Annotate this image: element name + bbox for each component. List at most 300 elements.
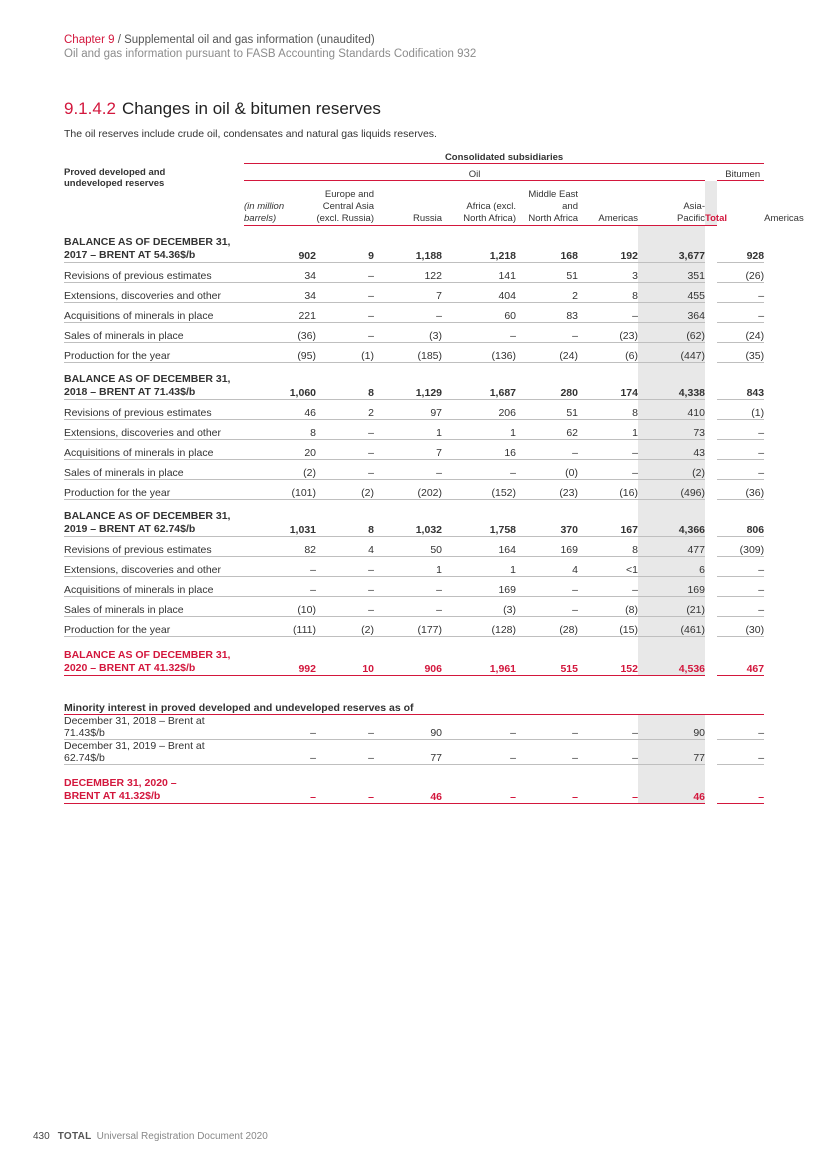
table-cell: 410: [638, 400, 705, 420]
minority-header-row: [64, 694, 764, 715]
table-cell: –: [442, 715, 516, 740]
table-row: [64, 557, 764, 577]
table-cell: 1,687: [442, 363, 516, 400]
table-cell: 34: [244, 263, 316, 283]
column-header-line: Europe and: [324, 189, 374, 200]
table-cell: 4,366: [638, 500, 705, 537]
oil-header: Oil: [244, 164, 705, 181]
page-number: 430: [33, 1131, 50, 1142]
total-balance-row: [64, 765, 764, 804]
table-cell: (8): [578, 597, 638, 617]
column-header-line: Russia: [412, 213, 442, 224]
group-header-row: [64, 149, 764, 164]
column-gap: [705, 226, 717, 263]
column-gap: [705, 765, 717, 804]
table-cell: –: [244, 557, 316, 577]
table-cell: –: [578, 460, 638, 480]
table-cell: –: [717, 740, 764, 765]
table-cell: 167: [578, 500, 638, 537]
column-header-line: (excl. Russia): [316, 213, 374, 224]
column-gap: [705, 480, 717, 500]
column-header-line: Pacific: [677, 213, 705, 224]
table-cell: 4: [316, 537, 374, 557]
table-cell: –: [374, 597, 442, 617]
table-cell: –: [578, 303, 638, 323]
row-label: Sales of minerals in place: [64, 323, 244, 343]
table-cell: 1,758: [442, 500, 516, 537]
table-cell: –: [244, 715, 316, 740]
row-label-line: 2018 – BRENT AT 71.43$/b: [64, 386, 196, 398]
table-cell: (26): [717, 263, 764, 283]
table-cell: (152): [442, 480, 516, 500]
table-cell: (23): [516, 480, 578, 500]
table-cell: –: [316, 420, 374, 440]
table-row: [64, 440, 764, 460]
column-header-line: Asia-: [683, 201, 705, 212]
row-label: December 31, 2019 – Brent at 62.74$/b: [64, 740, 244, 765]
table-row: [64, 715, 764, 740]
table-cell: 83: [516, 303, 578, 323]
column-header-line: Central Asia: [322, 201, 374, 212]
table-row: [64, 597, 764, 617]
row-label: Acquisitions of minerals in place: [64, 440, 244, 460]
row-label: December 31, 2018 – Brent at 71.43$/b: [64, 715, 244, 740]
table-cell: –: [516, 765, 578, 804]
row-label-line: BALANCE AS OF DECEMBER 31,: [64, 236, 231, 248]
table-row: [64, 303, 764, 323]
table-row: [64, 537, 764, 557]
row-label: Acquisitions of minerals in place: [64, 303, 244, 323]
table-cell: 46: [374, 765, 442, 804]
row-label: Sales of minerals in place: [64, 460, 244, 480]
table-cell: 9: [316, 226, 374, 263]
column-header: [316, 181, 374, 226]
table-cell: (24): [516, 343, 578, 363]
table-cell: –: [717, 303, 764, 323]
table-cell: 4,536: [638, 637, 705, 676]
table-cell: –: [516, 715, 578, 740]
table-cell: 77: [638, 740, 705, 765]
column-header-line: North Africa: [528, 213, 578, 224]
bitumen-header: Bitumen: [717, 164, 764, 181]
table-cell: –: [516, 577, 578, 597]
column-gap: [705, 283, 717, 303]
table-cell: 1,031: [244, 500, 316, 537]
table-cell: –: [717, 597, 764, 617]
table-cell: 206: [442, 400, 516, 420]
table-cell: (28): [516, 617, 578, 637]
row-label-line: BALANCE AS OF DECEMBER 31,: [64, 373, 231, 385]
column-gap: [705, 343, 717, 363]
table-cell: 370: [516, 500, 578, 537]
table-cell: 1: [374, 557, 442, 577]
table-cell: 7: [374, 283, 442, 303]
table-cell: 6: [638, 557, 705, 577]
table-cell: 62: [516, 420, 578, 440]
table-cell: <1: [578, 557, 638, 577]
table-cell: –: [316, 577, 374, 597]
table-cell: 364: [638, 303, 705, 323]
column-gap: [705, 263, 717, 283]
table-cell: (101): [244, 480, 316, 500]
column-header: [638, 181, 705, 226]
column-header-line: North Africa): [463, 213, 516, 224]
table-cell: 1: [442, 557, 516, 577]
table-cell: 82: [244, 537, 316, 557]
row-label-line: 2020 – BRENT AT 41.32$/b: [64, 662, 196, 674]
table-cell: (202): [374, 480, 442, 500]
row-label-line: BALANCE AS OF DECEMBER 31,: [64, 649, 231, 661]
table-cell: 1,032: [374, 500, 442, 537]
table-cell: 50: [374, 537, 442, 557]
table-cell: –: [316, 283, 374, 303]
table-cell: 8: [316, 500, 374, 537]
table-cell: –: [717, 765, 764, 804]
table-cell: –: [717, 460, 764, 480]
table-cell: 60: [442, 303, 516, 323]
table-row: [64, 400, 764, 420]
table-cell: –: [578, 440, 638, 460]
table-cell: –: [316, 597, 374, 617]
column-header: [442, 181, 516, 226]
balance-row: [64, 363, 764, 400]
table-cell: (447): [638, 343, 705, 363]
table-cell: –: [316, 440, 374, 460]
table-row: [64, 323, 764, 343]
table-cell: 8: [578, 537, 638, 557]
column-header-row: (in million barrels) Europe and Central Asia (excl. Russia) Russia Africa (excl. North Africa) Middle East and North Africa Americas Asia- Pacific Total Americas: [64, 181, 764, 226]
total-balance-row: [64, 637, 764, 676]
table-cell: –: [442, 323, 516, 343]
chapter-line: [64, 33, 476, 47]
table-cell: 4,338: [638, 363, 705, 400]
table-cell: 8: [244, 420, 316, 440]
row-label-line: BRENT AT 41.32$/b: [64, 790, 161, 802]
minority-interest-header: Minority interest in proved developed and undeveloped reserves as of: [64, 694, 764, 715]
table-cell: (461): [638, 617, 705, 637]
reserves-table: [64, 149, 804, 804]
table-cell: –: [717, 715, 764, 740]
table-cell: –: [316, 557, 374, 577]
row-label: [64, 637, 244, 676]
table-cell: –: [442, 765, 516, 804]
table-cell: (36): [244, 323, 316, 343]
column-gap: [705, 715, 717, 740]
table-cell: –: [316, 323, 374, 343]
table-cell: 90: [638, 715, 705, 740]
table-cell: (23): [578, 323, 638, 343]
table-cell: 16: [442, 440, 516, 460]
table-cell: (496): [638, 480, 705, 500]
column-gap: [705, 460, 717, 480]
table-cell: 3: [578, 263, 638, 283]
table-cell: (111): [244, 617, 316, 637]
column-gap: [705, 740, 717, 765]
table-cell: (3): [374, 323, 442, 343]
table-cell: 46: [638, 765, 705, 804]
table-cell: 1,060: [244, 363, 316, 400]
table-cell: 843: [717, 363, 764, 400]
table-cell: (24): [717, 323, 764, 343]
chapter-number: Chapter 9: [64, 34, 115, 46]
table-cell: (35): [717, 343, 764, 363]
table-cell: (128): [442, 617, 516, 637]
unit-label: (in million barrels): [244, 181, 316, 226]
table-row: [64, 577, 764, 597]
row-label: Production for the year: [64, 480, 244, 500]
table-cell: 1,961: [442, 637, 516, 676]
table-cell: (62): [638, 323, 705, 343]
column-header-line: Total: [705, 213, 727, 224]
table-cell: 992: [244, 637, 316, 676]
table-cell: –: [316, 715, 374, 740]
table-cell: –: [316, 263, 374, 283]
column-header-line: and: [562, 201, 578, 212]
column-gap: [705, 323, 717, 343]
table-cell: 20: [244, 440, 316, 460]
column-gap: [705, 537, 717, 557]
table-cell: 7: [374, 440, 442, 460]
table-cell: (2): [316, 480, 374, 500]
spacer-cell: [64, 676, 764, 695]
column-gap: [705, 557, 717, 577]
page-footer: [33, 1131, 268, 1142]
column-header: [516, 181, 578, 226]
table-cell: (185): [374, 343, 442, 363]
table-cell: 1: [442, 420, 516, 440]
table-cell: (1): [316, 343, 374, 363]
table-cell: 43: [638, 440, 705, 460]
table-cell: –: [244, 577, 316, 597]
column-gap: [705, 597, 717, 617]
section-intro: The oil reserves include crude oil, condensates and natural gas liquids reserves.: [64, 128, 437, 140]
table-cell: 169: [516, 537, 578, 557]
table-cell: –: [316, 303, 374, 323]
table-cell: –: [717, 577, 764, 597]
table-cell: –: [717, 420, 764, 440]
table-cell: (36): [717, 480, 764, 500]
table-cell: 477: [638, 537, 705, 557]
row-header-line2: undeveloped reserves: [64, 177, 165, 189]
table-cell: 46: [244, 400, 316, 420]
table-cell: 1,218: [442, 226, 516, 263]
table-cell: –: [442, 460, 516, 480]
column-header: [374, 181, 442, 226]
column-gap: [705, 363, 717, 400]
column-gap: [705, 577, 717, 597]
row-label-line: DECEMBER 31, 2020 –: [64, 777, 177, 789]
table-cell: –: [717, 283, 764, 303]
table-cell: 77: [374, 740, 442, 765]
balance-row: [64, 226, 764, 263]
table-cell: (2): [244, 460, 316, 480]
table-cell: 351: [638, 263, 705, 283]
column-gap: [705, 420, 717, 440]
consolidated-subsidiaries-header: Consolidated subsidiaries: [244, 149, 764, 164]
table-cell: 192: [578, 226, 638, 263]
table-cell: 51: [516, 263, 578, 283]
table-cell: –: [316, 765, 374, 804]
table-cell: –: [578, 765, 638, 804]
row-label: Revisions of previous estimates: [64, 263, 244, 283]
table-cell: –: [244, 765, 316, 804]
table-cell: (95): [244, 343, 316, 363]
table-cell: 515: [516, 637, 578, 676]
row-label: [64, 363, 244, 400]
column-header: [705, 181, 727, 226]
table-cell: 2: [316, 400, 374, 420]
table-cell: 174: [578, 363, 638, 400]
page-header: [64, 33, 476, 61]
table-cell: 152: [578, 637, 638, 676]
table-cell: 806: [717, 500, 764, 537]
row-label: Extensions, discoveries and other: [64, 557, 244, 577]
column-gap: [705, 500, 717, 537]
table-cell: –: [578, 577, 638, 597]
row-label: [64, 765, 244, 804]
table-row: [64, 460, 764, 480]
row-label: Extensions, discoveries and other: [64, 420, 244, 440]
table-cell: 164: [442, 537, 516, 557]
row-label: Production for the year: [64, 343, 244, 363]
table-cell: 3,677: [638, 226, 705, 263]
table-cell: (309): [717, 537, 764, 557]
row-label: Revisions of previous estimates: [64, 400, 244, 420]
table-row: [64, 263, 764, 283]
table-cell: (0): [516, 460, 578, 480]
table-cell: 404: [442, 283, 516, 303]
table-cell: –: [717, 440, 764, 460]
column-gap: [705, 303, 717, 323]
table-spacer: [64, 676, 764, 695]
table-cell: 1,188: [374, 226, 442, 263]
row-label-line: 2017 – BRENT AT 54.36$/b: [64, 249, 196, 261]
column-header-line: Middle East: [528, 189, 578, 200]
table-cell: 122: [374, 263, 442, 283]
table-cell: 221: [244, 303, 316, 323]
table-cell: –: [316, 740, 374, 765]
table-cell: 90: [374, 715, 442, 740]
table-row: [64, 343, 764, 363]
table-cell: 169: [638, 577, 705, 597]
table-row: [64, 740, 764, 765]
column-gap: [705, 637, 717, 676]
table-cell: –: [516, 440, 578, 460]
table-cell: (21): [638, 597, 705, 617]
table-row: [64, 480, 764, 500]
table-cell: –: [578, 740, 638, 765]
table-cell: (30): [717, 617, 764, 637]
row-label: [64, 226, 244, 263]
row-label: Sales of minerals in place: [64, 597, 244, 617]
document-title: Universal Registration Document 2020: [96, 1131, 268, 1142]
table-cell: 902: [244, 226, 316, 263]
table-cell: 1,129: [374, 363, 442, 400]
table-cell: 168: [516, 226, 578, 263]
table-cell: (1): [717, 400, 764, 420]
table-cell: 8: [578, 283, 638, 303]
table-cell: 97: [374, 400, 442, 420]
table-cell: –: [717, 557, 764, 577]
table-cell: 1: [374, 420, 442, 440]
table-cell: –: [374, 460, 442, 480]
table-cell: –: [442, 740, 516, 765]
table-cell: (3): [442, 597, 516, 617]
row-label: Acquisitions of minerals in place: [64, 577, 244, 597]
table-cell: –: [516, 597, 578, 617]
table-cell: 73: [638, 420, 705, 440]
row-label: Production for the year: [64, 617, 244, 637]
column-header-line: Africa (excl.: [466, 201, 516, 212]
table-cell: 928: [717, 226, 764, 263]
table-cell: –: [578, 715, 638, 740]
table-cell: 51: [516, 400, 578, 420]
section-title-text: Changes in oil & bitumen reserves: [122, 99, 381, 118]
chapter-title: / Supplemental oil and gas information (unaudited): [114, 34, 375, 46]
section-title: [64, 99, 381, 119]
category-header-row: [64, 164, 764, 181]
table-row: [64, 420, 764, 440]
table-cell: 455: [638, 283, 705, 303]
table-cell: (6): [578, 343, 638, 363]
column-header: [578, 181, 638, 226]
table-cell: (2): [638, 460, 705, 480]
table-cell: 169: [442, 577, 516, 597]
table-cell: (2): [316, 617, 374, 637]
table-cell: –: [374, 303, 442, 323]
table-cell: –: [316, 460, 374, 480]
table-row: [64, 617, 764, 637]
table-cell: 2: [516, 283, 578, 303]
table-cell: (16): [578, 480, 638, 500]
table-cell: 10: [316, 637, 374, 676]
table-cell: (177): [374, 617, 442, 637]
table-cell: 34: [244, 283, 316, 303]
header-subtitle: Oil and gas information pursuant to FASB Accounting Standards Codification 932: [64, 48, 477, 60]
table-cell: 141: [442, 263, 516, 283]
table-cell: 8: [578, 400, 638, 420]
row-header-line1: Proved developed and: [64, 166, 166, 178]
column-gap: [705, 617, 717, 637]
row-label-line: 2019 – BRENT AT 62.74$/b: [64, 523, 196, 535]
table-cell: –: [374, 577, 442, 597]
table-cell: 4: [516, 557, 578, 577]
table-cell: –: [244, 740, 316, 765]
table-cell: 467: [717, 637, 764, 676]
section-number: 9.1.4.2: [64, 99, 116, 118]
row-header: [64, 164, 244, 226]
balance-row: [64, 500, 764, 537]
table-cell: (10): [244, 597, 316, 617]
table-cell: (136): [442, 343, 516, 363]
table-cell: –: [516, 740, 578, 765]
brand-name: TOTAL: [57, 1131, 92, 1142]
table-cell: 1: [578, 420, 638, 440]
column-header-line: Americas: [598, 213, 638, 224]
table-cell: (15): [578, 617, 638, 637]
row-label-line: BALANCE AS OF DECEMBER 31,: [64, 510, 231, 522]
row-label: Revisions of previous estimates: [64, 537, 244, 557]
column-gap: [705, 400, 717, 420]
table-cell: 280: [516, 363, 578, 400]
row-label: [64, 500, 244, 537]
table-row: [64, 283, 764, 303]
table-cell: –: [516, 323, 578, 343]
table-cell: 906: [374, 637, 442, 676]
row-label: Extensions, discoveries and other: [64, 283, 244, 303]
column-gap: [705, 440, 717, 460]
table-cell: 8: [316, 363, 374, 400]
